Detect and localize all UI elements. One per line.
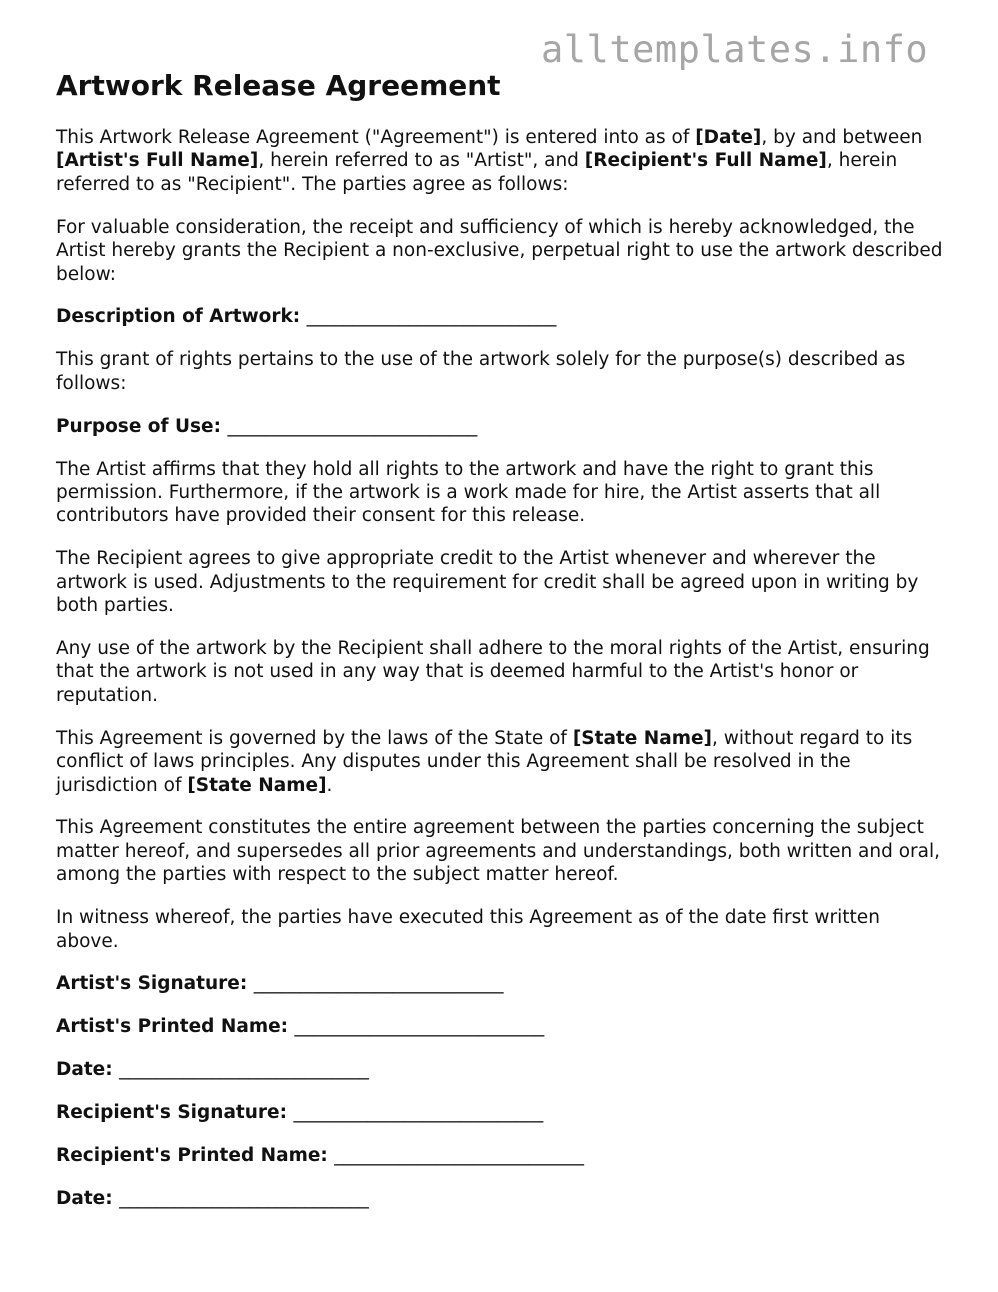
state-placeholder: [State Name] [187,774,327,796]
purpose-line: ___________________________ [227,415,478,437]
entire-agreement-paragraph: This Agreement constitutes the entire agreement between the parties concerning the subject matter hereof, and supersedes all prior agreements and understandings, both written and oral, among the parties with respect to the subject matter hereof. [56,817,941,886]
credit-paragraph: The Recipient agrees to give appropriate credit to the Artist whenever and wherever the artwork is used. Adjustments to the requirement for credit shall be agreed upon in writing by both parties. [56,548,919,617]
affirm-paragraph: The Artist affirms that they hold all rights to the artwork and have the right to grant this permission. Furthermore, if the artwork is a work made for hire, the Artist asserts that all contributors have provided their consent for this release. [56,458,881,527]
grant-paragraph: For valuable consideration, the receipt and sufficiency of which is hereby acknowledged, the Artist hereby grants the Recipient a non-exclusive, perpetual right to use the artwork described below: [56,216,943,285]
recipient-printed-name-field: Recipient's Printed Name: ___________________________ [56,1145,585,1167]
date-placeholder: [Date] [695,127,762,148]
description-field: Description of Artwork: ___________________________ [56,306,557,328]
witness-paragraph: In witness whereof, the parties have executed this Agreement as of the date first written above. [56,907,880,952]
document-page [56,68,946,1230]
purpose-intro-paragraph: This grant of rights pertains to the use of the artwork solely for the purpose(s) described as follows: [56,349,906,394]
state-placeholder: [State Name] [572,727,713,749]
artist-date-field: Date: ___________________________ [56,1059,369,1081]
signature-line: ___________________________ [334,1145,585,1167]
signature-line: ___________________________ [293,1102,544,1124]
artist-printed-name-field: Artist's Printed Name: ___________________________ [56,1016,545,1038]
description-line: ___________________________ [306,306,557,328]
watermark: alltemplates.info [541,28,929,71]
governing-law-paragraph: This Agreement is governed by the laws of the State of [State Name], without regard to its conflict of laws principles. Any disputes under this Agreement shall be resolved in the jurisdiction of [State Name]. [56,727,913,796]
signature-line: ___________________________ [253,973,504,995]
artist-name-placeholder: [Artist's Full Name] [56,150,259,172]
purpose-field: Purpose of Use: ___________________________ [56,415,478,437]
signature-line: ___________________________ [119,1188,369,1209]
recipient-signature-field: Recipient's Signature: ___________________________ [56,1102,544,1124]
document-title: Artwork Release Agreement [56,69,501,102]
signature-line: ___________________________ [119,1059,369,1081]
recipient-date-field: Date: ___________________________ [56,1188,369,1209]
moral-rights-paragraph: Any use of the artwork by the Recipient shall adhere to the moral rights of the Artist, ensuring that the artwork is not used in any way that is deemed harmful to the Artist's honor or reputation. [56,638,930,706]
artist-signature-field: Artist's Signature: ___________________________ [56,973,504,995]
intro-paragraph: This Artwork Release Agreement ("Agreement") is entered into as of [Date], by and between [Artist's Full Name], herein referred to as "Artist", and [Recipient's Full Name], herein referred to as "Recipient". The parties agree as follows: [56,127,923,195]
recipient-name-placeholder: [Recipient's Full Name] [584,150,827,172]
signature-line: ___________________________ [294,1016,545,1038]
